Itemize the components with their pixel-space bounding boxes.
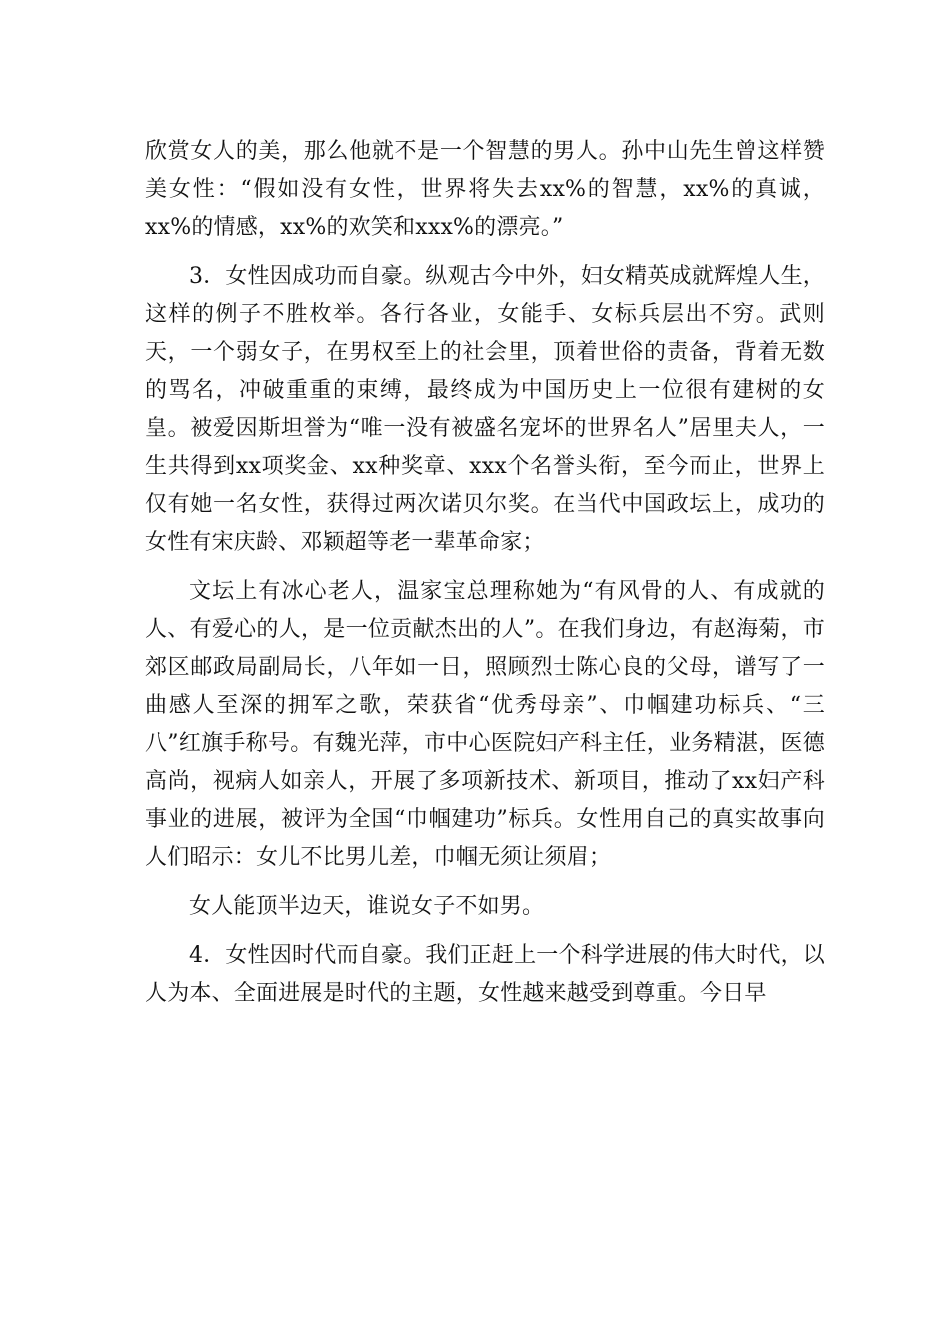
paragraph-section-3-success: 3．女性因成功而自豪。纵观古今中外，妇女精英成就辉煌人生，这样的例子不胜枚举。各行各业，女能手、女标兵层出不穷。武则天，一个弱女子，在男权至上的社会里，顶着世俗的责备，背着无数的骂名，冲破重重的束缚，最终成为中国历史上一位很有建树的女皇。被爱因斯坦誉为“唯一没有被盛名宠坏的世界名人”居里夫人，一生共得到xx项奖金、xx种奖章、xxx个名誉头衔，至今而止，世界上仅有她一名女性，获得过两次诺贝尔奖。在当代中国政坛上，成功的女性有宋庆龄、邓颖超等老一辈革命家； — [145, 264, 825, 555]
paragraph-sun-yat-sen-quote: 欣赏女人的美，那么他就不是一个智慧的男人。孙中山先生曾这样赞美女性：“假如没有女性，世界将失去xx%的智慧，xx%的真诚，xx%的情感，xx%的欢笑和xxx%的漂亮。” — [145, 139, 825, 240]
paragraph-half-the-sky: 女人能顶半边天，谁说女子不如男。 — [189, 894, 545, 919]
document-body — [145, 133, 825, 1024]
paragraph-section-4-era: 4．女性因时代而自豪。我们正赶上一个科学进展的伟大时代，以人为本、全面进展是时代的主题，女性越来越受到尊重。今日早 — [145, 943, 825, 1006]
paragraph-literary-examples: 文坛上有冰心老人，温家宝总理称她为“有风骨的人、有成就的人、有爱心的人，是一位贡献杰出的人”。在我们身边，有赵海菊，市郊区邮政局副局长，八年如一日，照顾烈士陈心良的父母，谱写了一曲感人至深的拥军之歌，荣获省“优秀母亲”、巾帼建功标兵、“三八”红旗手称号。有魏光萍，市中心医院妇产科主任，业务精湛，医德高尚，视病人如亲人，开展了多项新技术、新项目，推动了xx妇产科事业的进展，被评为全国“巾帼建功”标兵。女性用自己的真实故事向人们昭示：女儿不比男儿差，巾帼无须让须眉； — [145, 579, 825, 870]
